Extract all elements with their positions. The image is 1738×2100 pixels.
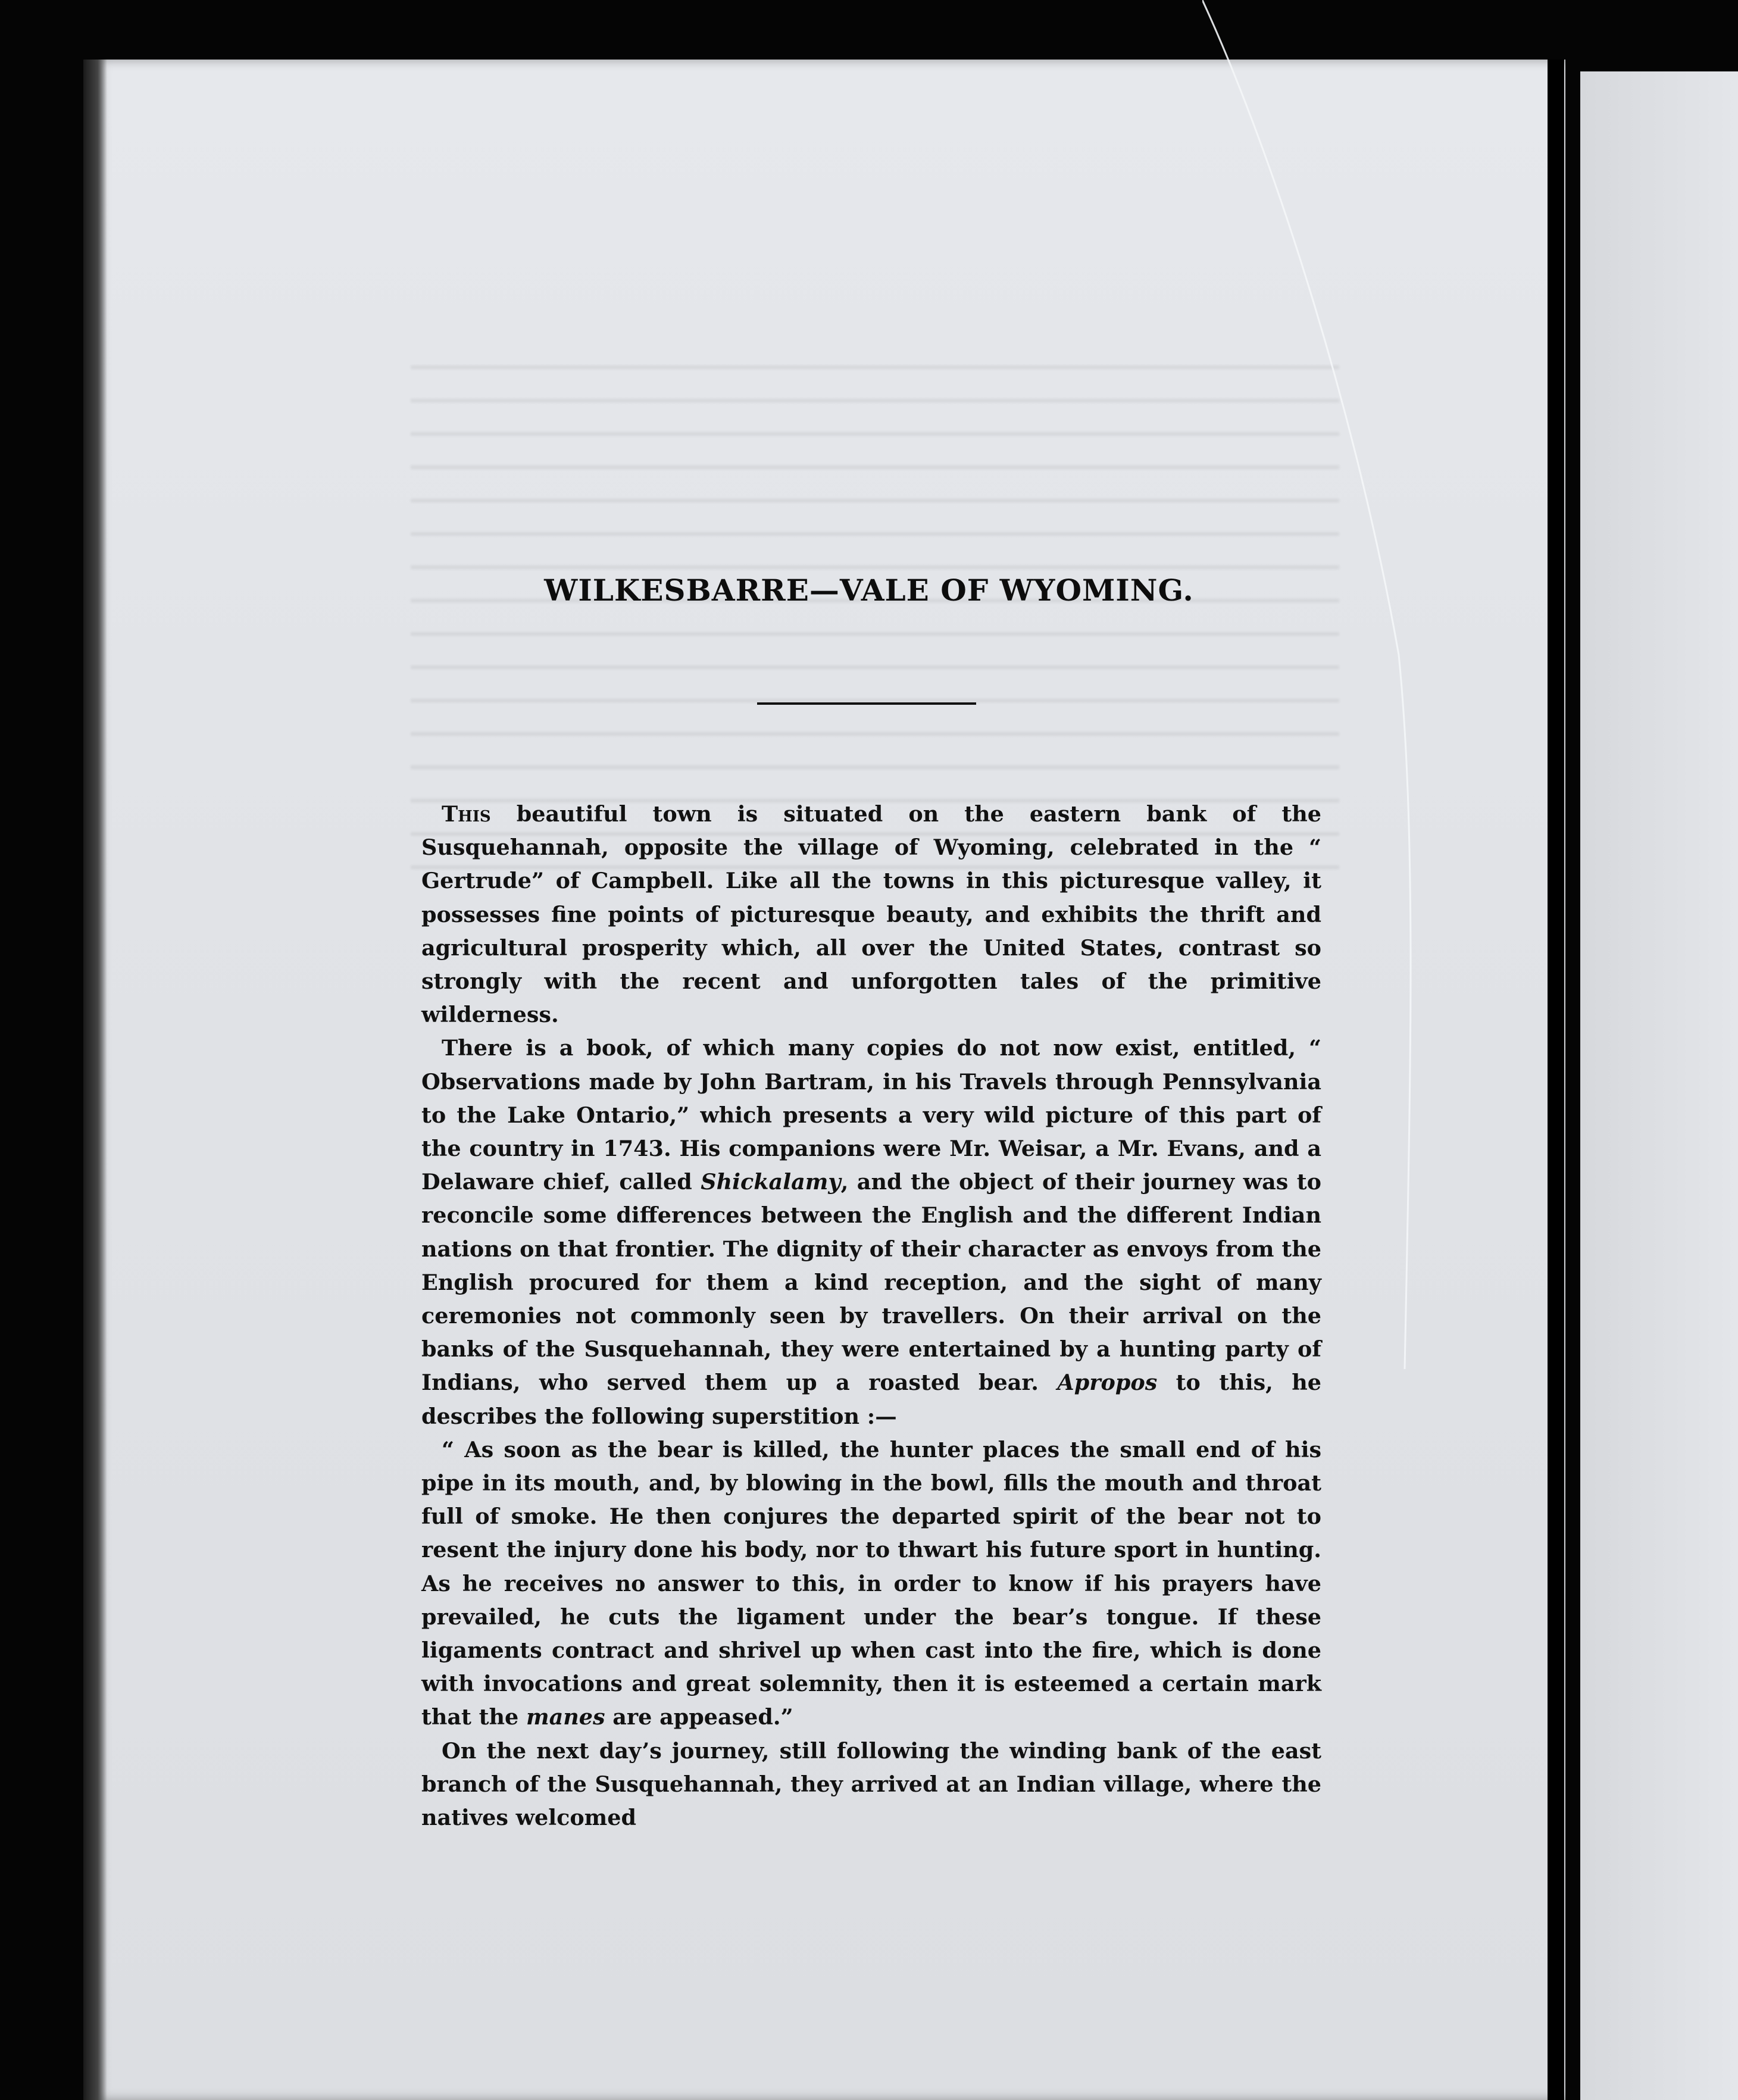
paragraph-2-text-a: There is a book, of which many copies do not now exist, entitled, “ Observations made by John Bartram, in his Travels through Pennsylvania to the Lake Ontario,” which presents a very wild picture of this part of the country in 1743. His companions were Mr. Weisar, a Mr. Evans, and a Delaware chief, called	[421, 1035, 1321, 1195]
paragraph-2	[421, 1032, 1321, 1433]
paragraph-4-text: On the next day’s journey, still following the winding bank of the east branch of the Susquehannah, they arrived at an Indian village, where the natives welcomed	[421, 1738, 1321, 1831]
paragraph-2-italic-b: Apropos	[1057, 1370, 1158, 1396]
gutter-rule	[1548, 60, 1564, 2100]
page-title: WILKESBARRE—VALE OF WYOMING.	[544, 573, 1194, 608]
quotation-paragraph	[421, 1433, 1321, 1735]
binding-shadow	[83, 60, 107, 2100]
quotation-italic: manes	[526, 1704, 605, 1730]
quotation-text-a: “ As soon as the bear is killed, the hunter places the small end of his pipe in its mouth, and, by blowing in the bowl, fills the mouth and throat full of smoke. He then conjures the departed spirit of the bear not to resent the injury done his body, nor to thwart his future sport in hunting. As he receives no answer to this, in order to know if his prayers have prevailed, he cuts the ligament under the bear’s tongue. If these ligaments contract and shrivel up when cast into the fire, which is done with invocations and great solemnity, then it is esteemed a certain mark that the	[421, 1436, 1321, 1730]
paragraph-1-text: beautiful town is situated on the eastern bank of the Susquehannah, opposite the village of Wyoming, celebrated in the “ Gertrude” of Campbell. Like all the towns in this picturesque valley, it possesses fine points of picturesque beauty, and exhibits the thrift and agricultural prosperity which, all over the United States, contrast so strongly with the recent and unforgotten tales of the primitive wilderness.	[421, 801, 1321, 1028]
paragraph-4	[421, 1735, 1321, 1835]
paragraph-2-text-b: , and the object of their journey was to reconcile some differences between the English and the different Indian nations on that frontier. The dignity of their character as envoys from the English procured for them a kind reception, and the sight of many ceremonies not commonly seen by travellers. On their arrival on the banks of the Susquehannah, they were entertained by a hunting party of Indians, who served them up a roasted bear.	[421, 1169, 1321, 1396]
paragraph-1	[421, 798, 1321, 1032]
title-divider	[757, 702, 976, 705]
facing-page-edge	[1580, 71, 1738, 2100]
quotation-text-b: are appeased.”	[605, 1704, 793, 1730]
body-text	[421, 798, 1321, 1835]
paragraph-2-text-c: to this, he describes the following superstition :—	[421, 1370, 1322, 1429]
lead-word: This	[442, 801, 491, 827]
paragraph-2-italic-a: Shickalamy	[701, 1169, 841, 1195]
